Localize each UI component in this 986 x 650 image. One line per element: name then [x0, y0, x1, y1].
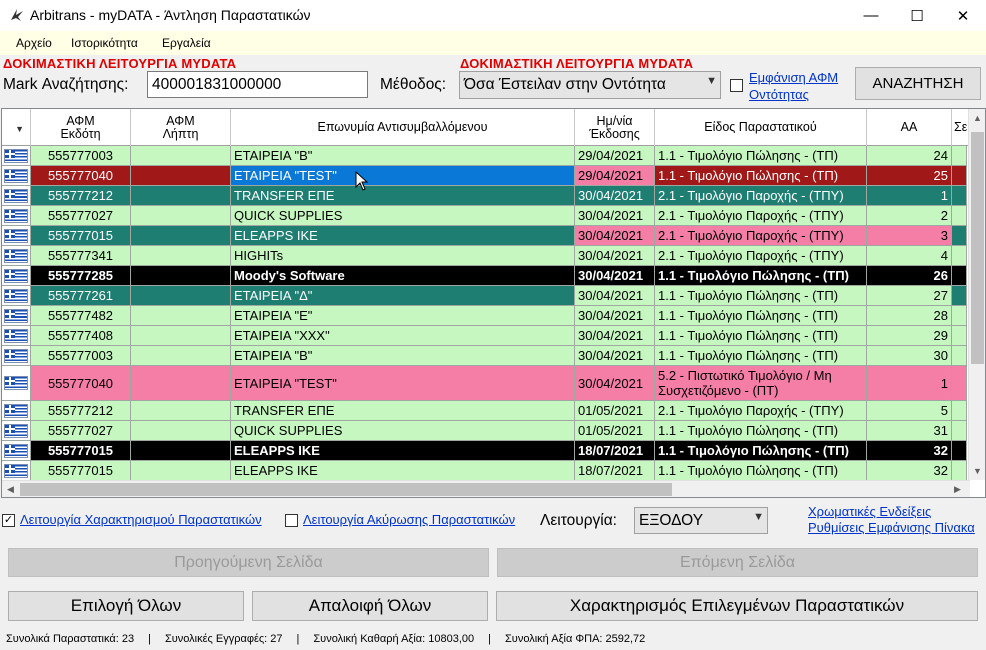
counterparty-name-cell[interactable]: ΕΤΑΙΡΕΙΑ "Ε"	[231, 306, 575, 325]
greece-flag-icon	[4, 289, 28, 303]
issue-date-cell[interactable]: 30/04/2021	[575, 286, 655, 305]
series-cell[interactable]	[952, 326, 967, 345]
flag-cell[interactable]	[2, 346, 31, 365]
greece-flag-icon	[4, 444, 28, 458]
table-row[interactable]	[2, 286, 967, 306]
mouse-cursor-icon	[355, 171, 369, 191]
function-selected-value: ΕΞΟΔΟΥ	[639, 512, 704, 529]
series-cell[interactable]	[952, 166, 967, 185]
aa-cell[interactable]: 32	[867, 461, 952, 480]
header-aa[interactable]: ΑΑ	[867, 109, 952, 146]
aa-cell[interactable]: 1	[867, 366, 952, 400]
issuer-vat-cell[interactable]: 555777482	[31, 306, 131, 325]
header-issuer-vat[interactable]: ΑΦΜ Εκδότη	[31, 109, 131, 146]
function-label: Λειτουργία:	[540, 512, 617, 529]
test-mode-label-left: ΔΟΚΙΜΑΣΤΙΚΗ ΛΕΙΤΟΥΡΓΙΑ MYDATA	[3, 56, 237, 71]
greece-flag-icon	[4, 404, 28, 418]
receiver-vat-cell[interactable]	[131, 461, 231, 480]
table-row[interactable]	[2, 206, 967, 226]
grid-body	[2, 146, 967, 480]
document-type-cell[interactable]: 1.1 - Τιμολόγιο Πώλησης - (ΤΠ)	[655, 266, 867, 285]
characterization-checkbox[interactable]	[2, 514, 15, 527]
aa-cell[interactable]: 27	[867, 286, 952, 305]
status-bar	[0, 627, 986, 650]
cancellation-checkbox[interactable]	[285, 514, 298, 527]
status-net-value: Συνολική Καθαρή Αξία: 10803,00	[313, 632, 475, 645]
issuer-vat-cell[interactable]: 555777027	[31, 206, 131, 225]
mark-search-input[interactable]	[147, 71, 368, 98]
counterparty-name-cell[interactable]: ΕΤΑΙΡΕΙΑ "TEST"	[231, 166, 575, 185]
document-type-cell[interactable]: 1.1 - Τιμολόγιο Πώλησης - (ΤΠ)	[655, 146, 867, 165]
issuer-vat-cell[interactable]: 555777003	[31, 346, 131, 365]
receiver-vat-cell[interactable]	[131, 401, 231, 420]
menu-history[interactable]: Ιστορικότητα	[71, 36, 138, 50]
counterparty-name-cell[interactable]: ΕΤΑΙΡΕΙΑ "Β"	[231, 346, 575, 365]
aa-cell[interactable]: 29	[867, 326, 952, 345]
vertical-scrollbar[interactable]	[968, 109, 985, 480]
issuer-vat-cell[interactable]: 555777040	[31, 166, 131, 185]
greece-flag-icon	[4, 249, 28, 263]
receiver-vat-cell[interactable]	[131, 306, 231, 325]
sort-caret-icon: ▼	[15, 124, 24, 134]
color-legend-link[interactable]: Χρωματικές Ενδείξεις	[808, 504, 932, 519]
issue-date-cell[interactable]: 30/04/2021	[575, 366, 655, 400]
flag-cell[interactable]	[2, 461, 31, 480]
test-mode-label-right: ΔΟΚΙΜΑΣΤΙΚΗ ΛΕΙΤΟΥΡΓΙΑ MYDATA	[460, 56, 694, 71]
issuer-vat-cell[interactable]: 555777003	[31, 146, 131, 165]
scroll-left-icon[interactable]: ◀	[7, 484, 14, 494]
issue-date-cell[interactable]: 30/04/2021	[575, 226, 655, 245]
table-row[interactable]	[2, 401, 967, 421]
receiver-vat-cell[interactable]	[131, 441, 231, 460]
flag-cell[interactable]	[2, 166, 31, 185]
receiver-vat-cell[interactable]	[131, 346, 231, 365]
vertical-scroll-thumb[interactable]	[971, 132, 984, 364]
table-row[interactable]	[2, 306, 967, 326]
document-type-cell[interactable]: 1.1 - Τιμολόγιο Πώλησης - (ΤΠ)	[655, 326, 867, 345]
table-row[interactable]	[2, 366, 967, 401]
status-separator: |	[488, 632, 491, 645]
menu-bar	[0, 31, 986, 55]
document-type-cell[interactable]: 2.1 - Τιμολόγιο Παροχής - (ΤΠΥ)	[655, 206, 867, 225]
search-button[interactable]: ΑΝΑΖΗΤΗΣΗ	[855, 67, 981, 100]
issue-date-cell[interactable]: 01/05/2021	[575, 401, 655, 420]
chevron-down-icon: ▼	[706, 75, 717, 87]
greece-flag-icon	[4, 424, 28, 438]
flag-cell[interactable]	[2, 206, 31, 225]
table-row[interactable]	[2, 266, 967, 286]
aa-cell[interactable]: 30	[867, 346, 952, 365]
document-type-cell[interactable]: 1.1 - Τιμολόγιο Πώλησης - (ΤΠ)	[655, 421, 867, 440]
document-type-cell[interactable]: 1.1 - Τιμολόγιο Πώλησης - (ΤΠ)	[655, 286, 867, 305]
flag-cell[interactable]	[2, 146, 31, 165]
scroll-right-icon[interactable]: ▶	[954, 484, 961, 494]
greece-flag-icon	[4, 329, 28, 343]
header-document-type[interactable]: Είδος Παραστατικού	[655, 109, 867, 146]
issue-date-cell[interactable]: 30/04/2021	[575, 186, 655, 205]
series-cell[interactable]	[952, 226, 967, 245]
chevron-down-icon: ▼	[753, 511, 764, 523]
counterparty-name-cell[interactable]: TRANSFER ΕΠΕ	[231, 401, 575, 420]
issue-date-cell[interactable]: 30/04/2021	[575, 206, 655, 225]
show-vat-link[interactable]: Εμφάνιση ΑΦΜ	[749, 70, 839, 85]
minimize-button[interactable]: —	[863, 7, 879, 24]
issuer-vat-cell[interactable]: 555777408	[31, 326, 131, 345]
method-label: Μέθοδος:	[380, 76, 447, 93]
flag-cell[interactable]	[2, 326, 31, 345]
flag-cell[interactable]	[2, 266, 31, 285]
series-cell[interactable]	[952, 286, 967, 305]
series-cell[interactable]	[952, 421, 967, 440]
flag-cell[interactable]	[2, 246, 31, 265]
aa-cell[interactable]: 26	[867, 266, 952, 285]
greece-flag-icon	[4, 169, 28, 183]
table-settings-link[interactable]: Ρυθμίσεις Εμφάνισης Πίνακα	[808, 520, 975, 535]
table-row[interactable]	[2, 166, 967, 186]
scroll-down-icon[interactable]: ▼	[973, 466, 982, 476]
receiver-vat-cell[interactable]	[131, 326, 231, 345]
series-cell[interactable]	[952, 401, 967, 420]
status-total-documents: Συνολικά Παραστατικά: 23	[6, 632, 135, 645]
scroll-up-icon[interactable]: ▲	[973, 113, 982, 123]
issue-date-cell[interactable]: 30/04/2021	[575, 306, 655, 325]
issue-date-cell[interactable]: 30/04/2021	[575, 326, 655, 345]
receiver-vat-cell[interactable]	[131, 166, 231, 185]
counterparty-name-cell[interactable]: Moody's Software	[231, 266, 575, 285]
app-logo-icon	[9, 7, 25, 23]
issuer-vat-cell[interactable]: 555777027	[31, 421, 131, 440]
flag-cell[interactable]	[2, 401, 31, 420]
aa-cell[interactable]: 1	[867, 186, 952, 205]
clear-all-button[interactable]: Απαλοιφή Όλων	[252, 591, 488, 621]
receiver-vat-cell[interactable]	[131, 206, 231, 225]
table-row[interactable]	[2, 421, 967, 441]
aa-cell[interactable]: 28	[867, 306, 952, 325]
flag-cell[interactable]	[2, 186, 31, 205]
series-cell[interactable]	[952, 346, 967, 365]
issuer-vat-cell[interactable]: 555777015	[31, 226, 131, 245]
status-vat-value: Συνολική Αξία ΦΠΑ: 2592,72	[505, 632, 646, 645]
greece-flag-icon	[4, 309, 28, 323]
counterparty-name-cell[interactable]: ΕΤΑΙΡΕΙΑ "Δ"	[231, 286, 575, 305]
series-cell[interactable]	[952, 366, 967, 400]
aa-cell[interactable]: 32	[867, 441, 952, 460]
series-cell[interactable]	[952, 461, 967, 480]
receiver-vat-cell[interactable]	[131, 366, 231, 400]
issuer-vat-cell[interactable]: 555777212	[31, 186, 131, 205]
greece-flag-icon	[4, 464, 28, 478]
method-select[interactable]	[459, 71, 721, 99]
counterparty-name-cell[interactable]: HIGHITs	[231, 246, 575, 265]
horizontal-scrollbar[interactable]	[2, 480, 970, 497]
menu-tools[interactable]: Εργαλεία	[162, 36, 211, 50]
issuer-vat-cell[interactable]: 555777285	[31, 266, 131, 285]
table-row[interactable]	[2, 461, 967, 480]
cancellation-mode-link[interactable]: Λειτουργία Ακύρωσης Παραστατικών	[303, 512, 516, 527]
flag-cell[interactable]	[2, 306, 31, 325]
table-row[interactable]	[2, 146, 967, 166]
maximize-button[interactable]: ☐	[910, 7, 924, 25]
receiver-vat-cell[interactable]	[131, 286, 231, 305]
grid-header	[2, 109, 970, 146]
greece-flag-icon	[4, 269, 28, 283]
issuer-vat-cell[interactable]: 555777341	[31, 246, 131, 265]
issue-date-cell[interactable]: 29/04/2021	[575, 166, 655, 185]
greece-flag-icon	[4, 349, 28, 363]
greece-flag-icon	[4, 209, 28, 223]
table-row[interactable]	[2, 246, 967, 266]
issuer-vat-cell[interactable]: 555777015	[31, 441, 131, 460]
counterparty-name-cell[interactable]: ELEAPPS IKE	[231, 226, 575, 245]
header-receiver-vat[interactable]: ΑΦΜ Λήπτη	[131, 109, 231, 146]
aa-cell[interactable]: 2	[867, 206, 952, 225]
documents-grid	[1, 108, 986, 498]
menu-file[interactable]: Αρχείο	[16, 36, 52, 50]
counterparty-name-cell[interactable]: ELEAPPS IKE	[231, 441, 575, 460]
document-type-cell[interactable]: 2.1 - Τιμολόγιο Παροχής - (ΤΠΥ)	[655, 226, 867, 245]
function-select[interactable]	[634, 507, 768, 534]
search-label: Mark Αναζήτησης:	[3, 76, 129, 93]
issuer-vat-cell[interactable]: 555777212	[31, 401, 131, 420]
document-type-cell[interactable]: 5.2 - Πιστωτικό Τιμολόγιο / Μη Συσχετιζόμενο - (ΠΤ)	[655, 366, 867, 400]
aa-cell[interactable]: 4	[867, 246, 952, 265]
series-cell[interactable]	[952, 266, 967, 285]
table-row[interactable]	[2, 226, 967, 246]
issuer-vat-cell[interactable]: 555777261	[31, 286, 131, 305]
flag-cell[interactable]	[2, 226, 31, 245]
show-vat-checkbox[interactable]	[730, 79, 743, 92]
receiver-vat-cell[interactable]	[131, 421, 231, 440]
header-row-selector[interactable]	[2, 109, 31, 146]
issue-date-cell[interactable]: 30/04/2021	[575, 346, 655, 365]
issue-date-cell[interactable]: 18/07/2021	[575, 461, 655, 480]
flag-cell[interactable]	[2, 421, 31, 440]
series-cell[interactable]	[952, 146, 967, 165]
flag-cell[interactable]	[2, 441, 31, 460]
series-cell[interactable]	[952, 186, 967, 205]
next-page-button[interactable]: Επόμενη Σελίδα	[497, 548, 978, 577]
greece-flag-icon	[4, 149, 28, 163]
series-cell[interactable]	[952, 206, 967, 225]
series-cell[interactable]	[952, 306, 967, 325]
table-row[interactable]	[2, 186, 967, 206]
header-issue-date[interactable]: Ημ/νία Έκδοσης	[575, 109, 655, 146]
series-cell[interactable]	[952, 441, 967, 460]
characterization-mode-link[interactable]: Λειτουργία Χαρακτηρισμού Παραστατικών	[20, 512, 262, 527]
close-button[interactable]: ✕	[956, 7, 970, 25]
receiver-vat-cell[interactable]	[131, 246, 231, 265]
horizontal-scroll-thumb[interactable]	[20, 483, 672, 496]
previous-page-button[interactable]: Προηγούμενη Σελίδα	[8, 548, 489, 577]
status-separator: |	[296, 632, 300, 645]
counterparty-name-cell[interactable]: ΕΤΑΙΡΕΙΑ "ΧΧΧ"	[231, 326, 575, 345]
receiver-vat-cell[interactable]	[131, 186, 231, 205]
document-type-cell[interactable]: 2.1 - Τιμολόγιο Παροχής - (ΤΠΥ)	[655, 246, 867, 265]
select-all-button[interactable]: Επιλογή Όλων	[8, 591, 244, 621]
receiver-vat-cell[interactable]	[131, 266, 231, 285]
issuer-vat-cell[interactable]: 555777015	[31, 461, 131, 480]
document-type-cell[interactable]: 1.1 - Τιμολόγιο Πώλησης - (ΤΠ)	[655, 346, 867, 365]
document-type-cell[interactable]: 1.1 - Τιμολόγιο Πώλησης - (ΤΠ)	[655, 441, 867, 460]
header-series[interactable]: Σε	[952, 109, 970, 146]
title-bar	[0, 0, 986, 31]
counterparty-name-cell[interactable]: ΕΤΑΙΡΕΙΑ "Β"	[231, 146, 575, 165]
aa-cell[interactable]: 5	[867, 401, 952, 420]
document-type-cell[interactable]: 1.1 - Τιμολόγιο Πώλησης - (ΤΠ)	[655, 306, 867, 325]
show-vat-link-line2[interactable]: Οντότητας	[749, 87, 809, 102]
counterparty-name-cell[interactable]: ΕΤΑΙΡΕΙΑ "TEST"	[231, 366, 575, 400]
aa-cell[interactable]: 31	[867, 421, 952, 440]
aa-cell[interactable]: 3	[867, 226, 952, 245]
status-total-records: Συνολικές Εγγραφές: 27	[164, 632, 283, 645]
status-separator: |	[148, 632, 151, 645]
window-title: Arbitrans - myDATA - Άντληση Παραστατικών	[30, 7, 311, 23]
header-counterparty-name[interactable]: Επωνυμία Αντισυμβαλλόμενου	[231, 109, 575, 146]
document-type-cell[interactable]: 1.1 - Τιμολόγιο Πώλησης - (ΤΠ)	[655, 461, 867, 480]
issue-date-cell[interactable]: 01/05/2021	[575, 421, 655, 440]
flag-cell[interactable]	[2, 366, 31, 400]
issuer-vat-cell[interactable]: 555777040	[31, 366, 131, 400]
counterparty-name-cell[interactable]: QUICK SUPPLIES	[231, 206, 575, 225]
document-type-cell[interactable]: 2.1 - Τιμολόγιο Παροχής - (ΤΠΥ)	[655, 186, 867, 205]
flag-cell[interactable]	[2, 286, 31, 305]
greece-flag-icon	[4, 189, 28, 203]
counterparty-name-cell[interactable]: ELEAPPS IKE	[231, 461, 575, 480]
aa-cell[interactable]: 24	[867, 146, 952, 165]
checkmark-icon: ✓	[3, 514, 14, 526]
issue-date-cell[interactable]: 29/04/2021	[575, 146, 655, 165]
document-type-cell[interactable]: 1.1 - Τιμολόγιο Πώλησης - (ΤΠ)	[655, 166, 867, 185]
document-type-cell[interactable]: 2.1 - Τιμολόγιο Παροχής - (ΤΠΥ)	[655, 401, 867, 420]
characterize-selected-button[interactable]: Χαρακτηρισμός Επιλεγμένων Παραστατικών	[496, 591, 978, 621]
counterparty-name-cell[interactable]: QUICK SUPPLIES	[231, 421, 575, 440]
greece-flag-icon	[4, 229, 28, 243]
table-row[interactable]	[2, 346, 967, 366]
table-row[interactable]	[2, 326, 967, 346]
receiver-vat-cell[interactable]	[131, 146, 231, 165]
issue-date-cell[interactable]: 30/04/2021	[575, 266, 655, 285]
greece-flag-icon	[4, 376, 28, 390]
issue-date-cell[interactable]: 30/04/2021	[575, 246, 655, 265]
series-cell[interactable]	[952, 246, 967, 265]
receiver-vat-cell[interactable]	[131, 226, 231, 245]
issue-date-cell[interactable]: 18/07/2021	[575, 441, 655, 460]
aa-cell[interactable]: 25	[867, 166, 952, 185]
method-selected-value: Όσα Έστειλαν στην Οντότητα	[464, 76, 666, 93]
counterparty-name-cell[interactable]: TRANSFER ΕΠΕ	[231, 186, 575, 205]
table-row[interactable]	[2, 441, 967, 461]
